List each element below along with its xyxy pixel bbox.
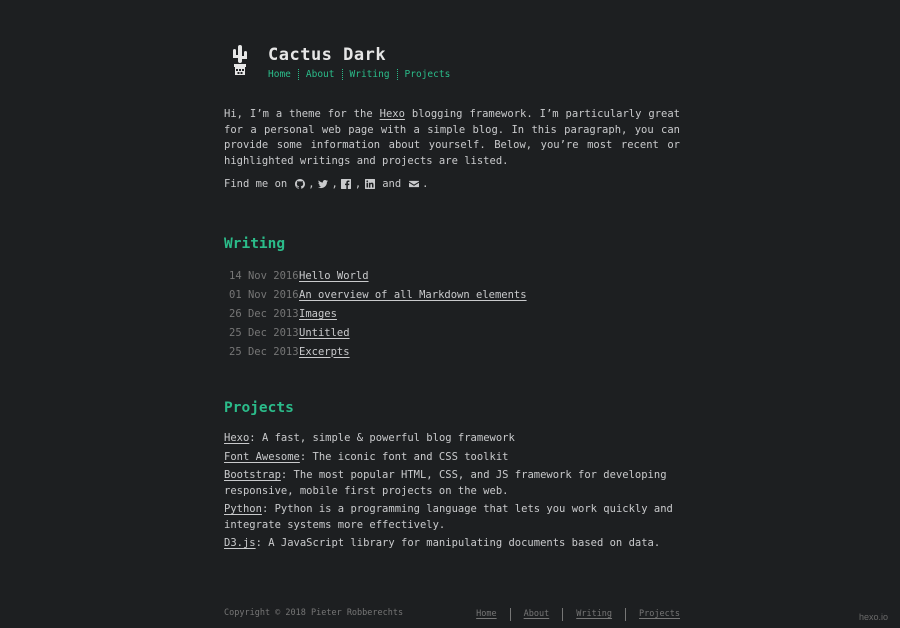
project-link[interactable]: D3.js — [224, 537, 256, 549]
post-link[interactable]: Excerpts — [299, 345, 350, 358]
project-list — [224, 431, 680, 555]
project-desc: : A JavaScript library for manipulating documents based on data. — [255, 537, 661, 549]
site-title[interactable]: Cactus Dark — [268, 45, 387, 65]
list-item — [229, 323, 527, 342]
project-link[interactable]: Hexo — [224, 432, 250, 444]
list-item — [224, 431, 680, 447]
writing-heading: Writing — [224, 236, 286, 252]
site-header — [230, 44, 457, 80]
projects-heading: Projects — [224, 400, 294, 416]
footer-nav-projects[interactable]: Projects — [639, 609, 680, 619]
list-item — [224, 536, 680, 552]
post-link[interactable]: Images — [299, 307, 337, 320]
mail-icon[interactable] — [408, 179, 419, 190]
footer-nav — [463, 608, 680, 621]
list-item — [229, 342, 527, 361]
project-desc: : The most popular HTML, CSS, and JS framework for developing responsive, mobile first projects on the web. — [224, 469, 667, 497]
facebook-icon[interactable] — [341, 179, 352, 190]
copyright: Copyright © 2018 Pieter Robberechts — [224, 608, 404, 618]
post-date: 25 Dec 2013 — [229, 326, 299, 339]
cactus-logo-icon[interactable] — [230, 44, 250, 76]
intro-paragraph — [224, 107, 680, 169]
social-links: Find me on , , , and . — [224, 178, 429, 190]
footer-nav-about[interactable]: About — [511, 608, 564, 621]
post-date: 14 Nov 2016 — [229, 270, 299, 283]
watermark: hexo.io — [858, 612, 888, 622]
post-link[interactable]: An overview of all Markdown elements — [299, 289, 527, 302]
project-desc: : Python is a programming language that lets you work quickly and integrate systems more effectively. — [224, 503, 673, 531]
nav-projects[interactable]: Projects — [404, 69, 451, 80]
linkedin-icon[interactable] — [364, 179, 375, 190]
list-item — [229, 305, 527, 324]
project-desc: : The iconic font and CSS toolkit — [299, 450, 509, 463]
footer-nav-home[interactable]: Home — [463, 608, 510, 621]
twitter-icon[interactable] — [318, 179, 329, 190]
github-icon[interactable] — [294, 179, 305, 190]
post-date: 01 Nov 2016 — [229, 289, 299, 302]
list-item — [224, 502, 680, 533]
findme-label: Find me on — [224, 178, 288, 190]
intro-text-post: blogging framework. I’m particularly great for a personal web page with a simple blog. In this paragraph, you can provide some information about yourself. Below, you’re most recent or highlighted writings and projects are listed. — [224, 108, 681, 167]
nav-about[interactable]: About — [299, 69, 343, 80]
post-date: 26 Dec 2013 — [229, 307, 299, 320]
intro-text-pre: Hi, I’m a theme for the — [224, 108, 380, 120]
project-link[interactable]: Python — [224, 503, 262, 515]
list-item — [229, 286, 527, 305]
list-item — [229, 267, 527, 286]
project-link[interactable]: Bootstrap — [224, 469, 281, 481]
list-item — [224, 468, 680, 499]
nav-writing[interactable]: Writing — [343, 69, 398, 80]
footer — [224, 608, 680, 621]
footer-nav-writing[interactable]: Writing — [563, 608, 626, 621]
hexo-link[interactable]: Hexo — [379, 108, 405, 120]
project-desc: : A fast, simple & powerful blog framework — [249, 432, 515, 444]
list-item — [224, 450, 680, 466]
main-nav — [268, 69, 457, 80]
post-list — [229, 267, 527, 361]
post-link[interactable]: Hello World — [299, 270, 369, 283]
post-link[interactable]: Untitled — [299, 326, 350, 339]
project-link[interactable]: Font Awesome — [224, 450, 300, 463]
post-date: 25 Dec 2013 — [229, 345, 299, 358]
nav-home[interactable]: Home — [268, 69, 299, 80]
findme-and: and — [382, 178, 402, 190]
